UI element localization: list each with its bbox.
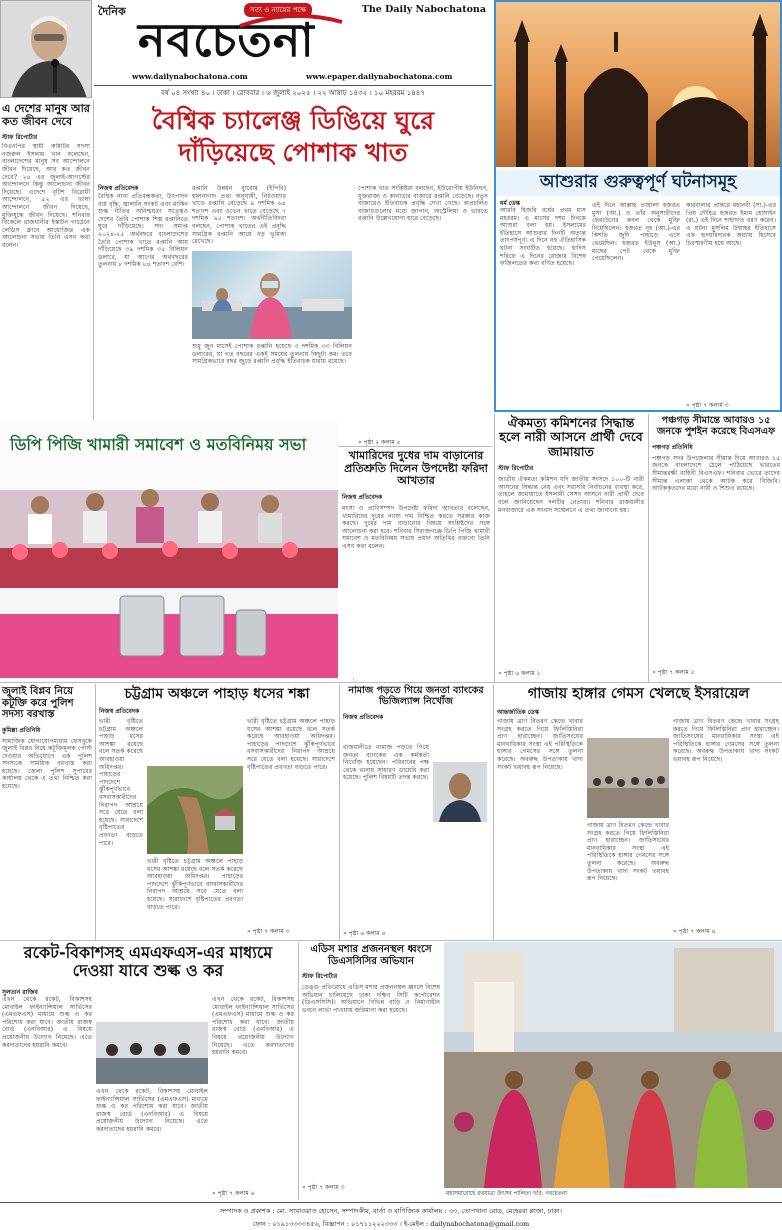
namaz-photo bbox=[433, 762, 487, 822]
namaz-story bbox=[341, 684, 491, 940]
mfs-photo bbox=[96, 1022, 208, 1084]
lead-byline: নিজস্ব প্রতিবেদক bbox=[98, 185, 139, 192]
story-body: বিএনপির স্থায়ী কমিটির সদস্য নজরুল ইসলাম খান বলেছেন, বাংলাদেশের মানুষ সব আন্দোলনে জীবন দিয়েছে, আর কত জীবন দেবে? ২৪ এর জুলাই-আগস্টের আন্দোলনে কিন্তু আলোচনা জীবন দিয়েছে। এদেশে বৃটিশ বিরোধী আন্দোলনে, ৫২ এর ভাষা আন্দোলনে জীবন দিয়েছে, মুক্তিযুদ্ধে জীবন দিয়েছে। শনিবার বিকেলে রাজধানীর ইস্কাটন গার্ডেনে লেডিস ক্লাবে আয়োজিত এক আলোচনা সভায় তিনি এসব কথা বলেন। bbox=[2, 143, 90, 249]
masthead-photo bbox=[0, 0, 92, 98]
ashura-headline[interactable]: আশুরার গুরুত্বপূর্ণ ঘটনাসমূহ bbox=[496, 170, 780, 196]
landslide-continued[interactable]: » পৃষ্ঠা ৭ কলাম ৩ bbox=[247, 928, 290, 935]
garment-worker-icon bbox=[192, 251, 352, 339]
lead-col-3: শুধু জুন মাসেই পোশাক রপ্তানি হয়েছে ৩ দশমিক ৩৩ বিলিয়ন ডলারের, যা গত বছরের একই সময়ের তুলনায় কিছুটা কম। তবে সামগ্রিকভাবে বছর জুড়ে রপ্তানি প্রবৃদ্ধি ইতিবাচক ধারায় রয়েছে। bbox=[192, 343, 352, 366]
garment-photo bbox=[192, 251, 352, 339]
story-byline: স্টাফ রিপোর্টার bbox=[2, 134, 38, 142]
mfs-body-3: এখন থেকে রকেট, বিকাশসহ মোবাইল ফাইন্যান্সিয়াল সার্ভিসের (এমএফএস) মাধ্যমে শুল্ক ও কর পরিশোধ করা যাবে। জাতীয় রাজস্ব বোর্ড (এনবিআর) এ বিষয়ে প্রয়োজনীয় উদ্যোগ নিয়েছে। এতে করদাতাদের হয়রানি কমবে। bbox=[212, 996, 294, 1057]
lead-story bbox=[96, 101, 490, 446]
tagline: সত্য ও ন্যায়ের পক্ষে bbox=[244, 3, 312, 17]
masthead bbox=[94, 0, 492, 98]
mfs-headline[interactable]: রকেট-বিকাশসহ এমএফএস-এর মাধ্যমে দেওয়া যাবে শুল্ক ও কর bbox=[23, 943, 273, 981]
dairy-story bbox=[340, 448, 492, 680]
dairy-byline: নিজস্ব প্রতিবেদক bbox=[342, 493, 383, 501]
dengue-headline[interactable]: এডিস মশার প্রজননস্থল ধ্বংসে ডিএসসিসির অভিযান bbox=[310, 944, 432, 967]
consensus-byline: স্টাফ রিপোর্টার bbox=[498, 465, 534, 473]
rath-yatra-crowd-icon bbox=[444, 942, 782, 1188]
namaz-headline[interactable]: নামাজ পড়তে গিয়ে জনতা ব্যাংকের ভিজিল্যান্স নিখোঁজ bbox=[348, 685, 484, 707]
mfs-body-2: এখন থেকে রকেট, বিকাশসহ মোবাইল ফাইন্যান্সিয়াল সার্ভিসের (এমএফএস) মাধ্যমে শুল্ক ও কর পরিশোধ করা যাবে। জাতীয় রাজস্ব বোর্ড (এনবিআর) এ বিষয়ে প্রয়োজনীয় উদ্যোগ নিয়েছে। এতে করদাতাদের হয়রানি কমবে। bbox=[96, 1088, 208, 1133]
ashura-byline: ধর্ম ডেস্ক bbox=[500, 200, 520, 207]
speaker-photo-icon bbox=[1, 1, 92, 98]
july-body: সামাজিক যোগাযোগমাধ্যম ফেসবুকে জুলাই বিপ্লব নিয়ে কটূক্তিমূলক পোস্ট দেওয়ার অভিযোগে এক পুলিশ সদস্যকে সাময়িক বরখাস্ত করা হয়েছে। জেলা পুলিশ সুপারের কার্যালয় থেকে এ তথ্য নিশ্চিত করা হয়েছে। bbox=[2, 737, 92, 791]
lead-col-2: রপ্তানি উন্নয়ন ব্যুরোর (ইপিবি) হালনাগাদ তথ্য অনুযায়ী, নিটওয়্যার খাতে রপ্তানি বেড়েছে ৯ দশমিক ৬৪ শতাংশ এবং ওভেন খাতে বেড়েছে ৭ দশমিক ৯৫ শতাংশ। অর্থনীতিবিদরা বলছেন, পোশাক খাতের এই প্রবৃদ্ধি সামগ্রিক রপ্তানি আয়ে বড় ভূমিকা রেখেছে। bbox=[192, 185, 286, 246]
gaza-story bbox=[495, 684, 782, 940]
landslide-byline: নিজস্ব প্রতিবেদক bbox=[99, 708, 140, 716]
lead-col-4: পোশাক খাত সংশ্লিষ্টরা বলছেন, ইউরোপীয় ইউনিয়ন, যুক্তরাজ্য ও কানাডার বাজারে রপ্তানি বেড়েছে। নতুন বাজারেও ইতিবাচক প্রবৃদ্ধি দেখা গেছে। অপ্রচলিত বাজারগুলোর মধ্যে জাপান, অস্ট্রেলিয়া ও ভারতে রপ্তানি উল্লেখযোগ্য হারে বেড়েছে। bbox=[358, 185, 488, 223]
lead-headline[interactable]: বৈশ্বিক চ্যালেঞ্জ ডিঙিয়ে ঘুরে দাঁড়িয়েছে পোশাক খাত bbox=[151, 106, 435, 167]
dengue-byline: স্টাফ রিপোর্টার bbox=[302, 973, 338, 980]
hill-landslide-icon bbox=[147, 766, 243, 854]
rath-photo bbox=[444, 942, 782, 1200]
mfs-continued[interactable]: » পৃষ্ঠা ৭ কলাম ৬ bbox=[212, 1190, 255, 1197]
gaza-headline[interactable]: গাজায় হাঙ্গার গেমস খেলছে ইসরায়েল bbox=[527, 686, 750, 702]
dengue-story bbox=[300, 942, 442, 1200]
mfs-byline: সুলতান রাজিব bbox=[2, 988, 38, 996]
namaz-body: রাজধানীতে নামাজ পড়তে গিয়ে জনতা ব্যাংকের এক কর্মকর্তা নিখোঁজ হয়েছেন। পরিবারের পক্ষ থেকে থানায় সাধারণ ডায়েরি করা হয়েছে। পুলিশ বিষয়টি তদন্ত করছে। bbox=[343, 744, 429, 782]
english-name: The Daily Nabochatona bbox=[361, 4, 486, 15]
epaper-link[interactable]: www.epaper.dailynabochatona.com bbox=[306, 72, 453, 81]
meeting-photo-icon bbox=[96, 1022, 208, 1084]
story-headline[interactable]: এ দেশের মানুষ আর কত জীবন দেবে bbox=[2, 102, 90, 128]
gaza-body-1: গাজায় ত্রাণ বিতরণ কেন্দ্রে খাবার সংগ্রহ করতে গিয়ে ফিলিস্তিনিরা প্রাণ হারাচ্ছেন। জাতিসংঘের মানবাধিকার সংস্থা এই পরিস্থিতিকে হাঙ্গার গেমসের সঙ্গে তুলনা করেছে। অবরুদ্ধ উপত্যকায় খাদ্য সংকট ভয়াবহ রূপ নিয়েছে। bbox=[497, 718, 583, 771]
lead-continued[interactable]: » পৃষ্ঠা ২ কলাম ৫ bbox=[358, 439, 401, 446]
dengue-continued[interactable]: » পৃষ্ঠা ৭ কলাম ৩ bbox=[302, 1184, 345, 1191]
footer-publisher: সম্পাদক ও প্রকাশক : মো. সাখাওয়াত হোসেন, সম্পাদকীয়, বার্তা ও বাণিজ্যিক কার্যালয় : ৩৩, তোপখানা রোড, মেহেরবা প্লাজা, ঢাকা। bbox=[220, 1207, 562, 1215]
mfs-story bbox=[0, 942, 296, 1200]
landslide-body-3: ভারী বৃষ্টিতে চট্টগ্রাম অঞ্চলে পাহাড় ধসের আশঙ্কা রয়েছে বলে সতর্ক করেছে আবহাওয়া অধিদপ্তর। পাহাড়ের পাদদেশে ঝুঁকিপূর্ণভাবে বসবাসকারীদের নিরাপদ আশ্রয়ে সরে যেতে বলা হয়েছে। সারাদেশে বৃষ্টিপাতের প্রবণতা বাড়তে পারে। bbox=[247, 718, 335, 771]
gaza-crowd-icon bbox=[587, 738, 669, 818]
dairy-photo bbox=[0, 420, 338, 678]
namaz-byline: নিজস্ব প্রতিবেদক bbox=[343, 713, 384, 721]
lead-col-1: বৈশ্বিক নানা প্রতিবন্ধকতা, উৎপাদন ব্যয় বৃদ্ধি, জ্বালানি সংকট এবং মার্কিন শুল্ক নীতির অনিশ্চয়তা সত্ত্বেও দেশের তৈরি পোশাক শিল্প রপ্তানিতে ঘুরে দাঁড়িয়েছে। সদ্য সমাপ্ত ২০২৪-২৫ অর্থবছরে বাংলাদেশের তৈরি পোশাক খাতে রপ্তানি আয় দাঁড়িয়েছে ৩৯ দশমিক ৩৫ বিলিয়ন ডলারে, যা আগের অর্থবছরের তুলনায় ৮ দশমিক ৮৪ শতাংশ বেশি। bbox=[98, 193, 188, 269]
july-headline[interactable]: জুলাই বিপ্লব নিয়ে কটূক্তি করে পুলিশ সদস্য বরখাস্ত bbox=[2, 686, 74, 720]
border-byline: পঞ্চগড় প্রতিনিধি bbox=[652, 443, 693, 451]
dairy-body: মৎস্য ও প্রাণিসম্পদ উপদেষ্টা ফরিদা আখতার বলেছেন, খামারিদের দুধের ন্যায্য দাম নিশ্চিত করতে সরকার কাজ করছে। দুধের দাম বাড়ানোর বিষয়ে সংশ্লিষ্টদের সঙ্গে আলোচনা করা হবে। শনিবার সিরাজগঞ্জে ডিপি পিজি খামারী সমাবেশ ও মতবিনিময় সভায় প্রধান অতিথির বক্তব্যে তিনি এসব কথা বলেন। bbox=[342, 504, 490, 550]
dairy-banner: ডিপি পিজি খামারী সমাবেশ ও মতবিনিময় সভা bbox=[10, 435, 307, 454]
ashura-col-3-visible: কারবালার প্রান্তরে মহানবী (সা.)-এর প্রিয় দৌহিত্র হজরত ইমাম হোসাইন (রা.) এই দিনে শাহাদাত বরণ করেন। এ ঘটনা মুসলিম উম্মাহর ইতিহাসে এক হৃদয়বিদারক অধ্যায় হিসেবে চিরস্মরণীয় হয়ে আছে। bbox=[686, 202, 776, 247]
gaza-photo bbox=[587, 738, 669, 818]
mosque-silhouette-icon bbox=[496, 2, 780, 167]
ashura-story bbox=[494, 0, 782, 412]
landslide-body-1: ভারী বৃষ্টিতে চট্টগ্রাম অঞ্চলে পাহাড় ধসের আশঙ্কা রয়েছে বলে সতর্ক করেছে আবহাওয়া অধিদপ্তর। পাহাড়ের পাদদেশে ঝুঁকিপূর্ণভাবে বসবাসকারীদের নিরাপদ আশ্রয়ে সরে যেতে বলা হয়েছে। সারাদেশে বৃষ্টিপাতের প্রবণতা বাড়তে পারে। bbox=[99, 718, 143, 847]
ashura-col-1: আরবি হিজরি বর্ষের প্রথম মাস মহররম। এ মাসের দশম দিনকে আশুরা বলা হয়। ইসলামের ইতিহাসে আশুরার দিনটি অত্যন্ত তাৎপর্যপূর্ণ। এ দিনে বহু ঐতিহাসিক ঘটনা সংঘটিত হয়েছে। হাদিস শরিফে এ দিনের রোজার বিশেষ ফজিলতের কথা বর্ণিত হয়েছে। bbox=[500, 207, 586, 268]
consensus-headline[interactable]: ঐকমত্য কমিশনের সিদ্ধান্ত হলে নারী আসনে প্রার্থী দেবে জামায়াত bbox=[499, 415, 643, 459]
rath-caption: মহাসমারোহে রথযাত্রা উৎসব পালিত। ছবি: নবচেতনা bbox=[446, 1191, 568, 1197]
dairy-headline[interactable]: খামারিদের দুধের দাম বাড়ানোর প্রতিশ্রুতি দিলেন উপদেষ্টা ফরিদা আখতার bbox=[344, 449, 488, 488]
border-continued[interactable]: » পৃষ্ঠা ৭ কলাম ৫ bbox=[652, 668, 695, 676]
footer bbox=[0, 1202, 782, 1230]
dateline: বর্ষ ০৪ সংখ্যা ৪০ । ঢাকা । রোববার । ৬ জুলাই ২০২৫ । ২২ আষাঢ় ১৪৩২ । ১০ মহররম ১৪৪৭ bbox=[94, 85, 492, 98]
landslide-headline[interactable]: চট্টগ্রাম অঞ্চলে পাহাড় ধসের শঙ্কা bbox=[124, 686, 310, 702]
consensus-body: জাতীয় ঐকমত্য কমিশন যদি জাতীয় সংসদে ১০০-টি নারী আসনের সিদ্ধান্ত নেয় এবং সরাসরি নির্বাচনের ব্যবস্থা করে, তাহলে জামায়াতে ইসলামী সেসব আসনে নারী প্রার্থী দেবে বলে জানিয়েছেন দলটির নেতারা। শনিবার রাজধানীর মগবাজারে এক সংবাদ সম্মেলনে এ তথ্য জানানো হয়। bbox=[498, 476, 644, 514]
mfs-body-1: এখন থেকে রকেট, বিকাশসহ মোবাইল ফাইন্যান্সিয়াল সার্ভিসের (এমএফএস) মাধ্যমে শুল্ক ও কর পরিশোধ করা যাবে। জাতীয় রাজস্ব বোর্ড (এনবিআর) এ বিষয়ে প্রয়োজনীয় উদ্যোগ নিয়েছে। এতে করদাতাদের হয়রানি কমবে। bbox=[2, 996, 92, 1049]
namaz-continued[interactable]: » পৃষ্ঠা ৬ কলাম ৪ bbox=[343, 930, 386, 937]
july-story bbox=[0, 684, 94, 940]
landslide-story bbox=[97, 684, 337, 940]
consensus-story bbox=[496, 414, 646, 682]
dairy-continued[interactable] bbox=[340, 677, 492, 680]
ashura-col-2: এই দিনে আল্লাহ তায়ালা হজরত মুসা (আ.) ও তাঁর অনুসারীদের ফেরাউনের কবল থেকে মুক্তি দিয়েছিলেন। হজরত নূহ (আ.)-এর কিশতি জুদি পাহাড়ে এসে থেমেছিল। হজরত ইউনুস (আ.) মাছের পেট থেকে মুক্তি পেয়েছিলেন। bbox=[592, 202, 680, 263]
brand-small: দৈনিক bbox=[98, 5, 126, 18]
gaza-continued[interactable]: » পৃষ্ঠা ৭ কলাম ৪ bbox=[673, 928, 716, 935]
gaza-body-2: গাজায় ত্রাণ বিতরণ কেন্দ্রে খাবার সংগ্রহ করতে গিয়ে ফিলিস্তিনিরা প্রাণ হারাচ্ছেন। জাতিসংঘের মানবাধিকার সংস্থা এই পরিস্থিতিকে হাঙ্গার গেমসের সঙ্গে তুলনা করেছে। অবরুদ্ধ উপত্যকায় খাদ্য সংকট ভয়াবহ রূপ নিয়েছে। bbox=[587, 822, 669, 883]
brand-main: নবচেতনা bbox=[138, 13, 315, 67]
dengue-body: ডেঙ্গু প্রতিরোধে এডিস মশার প্রজননস্থল ধ্বংসে বিশেষ অভিযান চালিয়েছে ঢাকা দক্ষিণ সিটি কর্পোরেশন (ডিএসসিসি)। অভিযানে বিভিন্ন বাড়ি ও নির্মাণাধীন ভবনে লার্ভা পাওয়ায় জরিমানা করা হয়েছে। bbox=[302, 984, 440, 1014]
july-byline: কুমিল্লা প্রতিনিধি bbox=[2, 726, 41, 734]
consensus-continued[interactable]: » পৃষ্ঠা ৬ কলাম ১ bbox=[498, 670, 541, 678]
gaza-body-3: গাজায় ত্রাণ বিতরণ কেন্দ্রে খাবার সংগ্রহ করতে গিয়ে ফিলিস্তিনিরা প্রাণ হারাচ্ছেন। জাতিসংঘের মানবাধিকার সংস্থা এই পরিস্থিতিকে হাঙ্গার গেমসের সঙ্গে তুলনা করেছে। অবরুদ্ধ উপত্যকায় খাদ্য সংকট ভয়াবহ রূপ নিয়েছে। bbox=[673, 718, 779, 763]
website-link[interactable]: www.dailynabochatona.com bbox=[132, 72, 248, 81]
border-headline[interactable]: পঞ্চগড় সীমান্তে আবারও ১৫ জনকে পুশইন করেছে বিএসএফ bbox=[656, 415, 776, 437]
missing-person-icon bbox=[433, 762, 487, 822]
mosque-photo bbox=[496, 2, 780, 167]
brand-swoosh-icon bbox=[236, 12, 346, 30]
gaza-byline: আন্তর্জাতিক ডেস্ক bbox=[497, 708, 539, 716]
border-story bbox=[650, 414, 782, 682]
top-left-story bbox=[0, 101, 92, 446]
landslide-photo bbox=[147, 766, 243, 854]
landslide-body-2: ভারী বৃষ্টিতে চট্টগ্রাম অঞ্চলে পাহাড় ধসের আশঙ্কা রয়েছে বলে সতর্ক করেছে আবহাওয়া অধিদপ্তর। পাহাড়ের পাদদেশে ঝুঁকিপূর্ণভাবে বসবাসকারীদের নিরাপদ আশ্রয়ে সরে যেতে বলা হয়েছে। সারাদেশে বৃষ্টিপাতের প্রবণতা বাড়তে পারে। bbox=[147, 858, 243, 911]
ashura-continued[interactable]: » পৃষ্ঠা ৭ কলাম ৩ bbox=[686, 402, 729, 409]
border-body: পঞ্চগড় সদর উপজেলার সীমান্ত দিয়ে আবারও ১৫ জনকে বাংলাদেশে ঠেলে পাঠিয়েছে ভারতের সীমান্তরক্ষী বাহিনী বিএসএফ। শনিবার ভোরে তাদের সীমান্ত এলাকা থেকে আটক করে বিজিবি। আটককৃতদের মধ্যে নারী ও শিশুও রয়েছে। bbox=[652, 454, 780, 493]
footer-contact: ফোন : ০১৯১৩৩৩৩৪৫৬, বিজ্ঞাপন : ০১৭১১২২২৩৩৩ । ই-মেইল : dailynabochatona@gmail.com bbox=[252, 1220, 530, 1228]
